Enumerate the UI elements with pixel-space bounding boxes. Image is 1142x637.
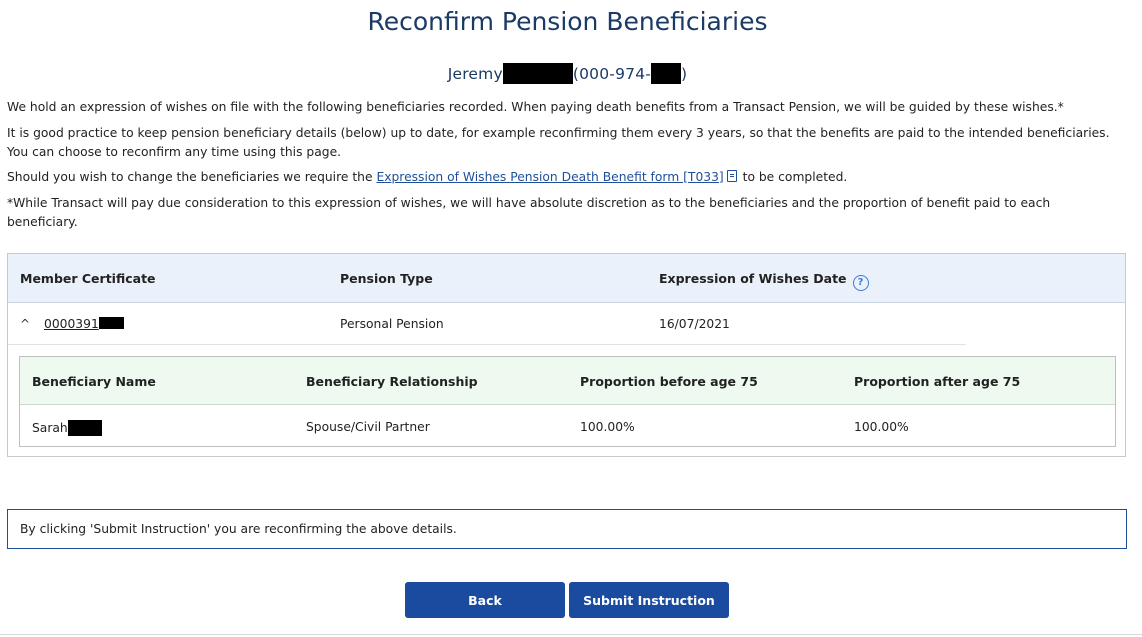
redacted-surname: [503, 63, 573, 84]
certificate-cell: [44, 317, 124, 331]
beneficiary-relationship-cell: Spouse/Civil Partner: [306, 420, 430, 434]
discretion-note: *While Transact will pay due consideration to this expression of wishes, we will have absolute discretion as to the beneficiaries and the proportion of benefit paid to each beneficiary.: [7, 196, 1051, 229]
chevron-up-icon[interactable]: ^: [20, 317, 31, 331]
redacted-certificate: [99, 317, 124, 329]
proportion-before-75-cell: 100.00%: [580, 420, 635, 434]
form-text-after: to be completed.: [738, 170, 848, 184]
intro-paragraph-1: We hold an expression of wishes on file with the following beneficiaries recorded. When paying death benefits from a Transact Pension, we will be guided by these wishes.*: [7, 100, 1064, 114]
header-member-certificate: Member Certificate: [20, 271, 156, 286]
back-button[interactable]: Back: [405, 582, 565, 618]
header-beneficiary-name: Beneficiary Name: [32, 374, 156, 389]
intro-paragraph-2: It is good practice to keep pension beneficiary details (below) up to date, for example reconfirming them every 3 years, so that the benefits are paid to the intended beneficiaries. You can choose to reconfirm any time using this page.: [7, 126, 1110, 159]
page-bottom-divider: [0, 634, 1142, 635]
info-circle-icon[interactable]: ?: [853, 275, 869, 291]
page-title: Reconfirm Pension Beneficiaries: [367, 7, 768, 36]
pension-type-cell: Personal Pension: [340, 317, 444, 331]
reconfirm-notice: By clicking 'Submit Instruction' you are reconfirming the above details.: [7, 509, 1127, 549]
wishes-date-cell: 16/07/2021: [659, 317, 730, 331]
pension-row: [8, 303, 966, 345]
member-name: Jeremy: [447, 65, 503, 83]
pension-table-header: [8, 254, 1125, 303]
header-wishes-date-label: Expression of Wishes Date: [659, 271, 847, 286]
submit-instruction-button[interactable]: Submit Instruction: [569, 582, 729, 618]
member-number-prefix: (000-974-: [572, 65, 652, 83]
header-pension-type: Pension Type: [340, 271, 433, 286]
header-proportion-after-75: Proportion after age 75: [854, 374, 1021, 389]
beneficiary-name-cell: [32, 420, 102, 436]
pension-table: [7, 253, 1126, 457]
header-wishes-date: [659, 271, 869, 291]
proportion-after-75-cell: 100.00%: [854, 420, 909, 434]
member-number-suffix: ): [681, 65, 688, 83]
header-proportion-before-75: Proportion before age 75: [580, 374, 758, 389]
redacted-member-number: [651, 63, 681, 84]
beneficiary-table-header: [20, 357, 1115, 405]
expression-of-wishes-form-link[interactable]: Expression of Wishes Pension Death Benefit form [T033]: [376, 170, 724, 184]
member-identity: [0, 63, 1135, 84]
document-icon[interactable]: [727, 170, 737, 182]
form-text-before: Should you wish to change the beneficiaries we require the: [7, 170, 377, 184]
beneficiary-table: [19, 356, 1116, 447]
intro-paragraph-3: [7, 168, 1119, 187]
redacted-beneficiary-surname: [68, 420, 102, 436]
certificate-link[interactable]: 0000391: [44, 317, 99, 331]
beneficiary-name: Sarah: [32, 421, 68, 435]
header-beneficiary-relationship: Beneficiary Relationship: [306, 374, 478, 389]
